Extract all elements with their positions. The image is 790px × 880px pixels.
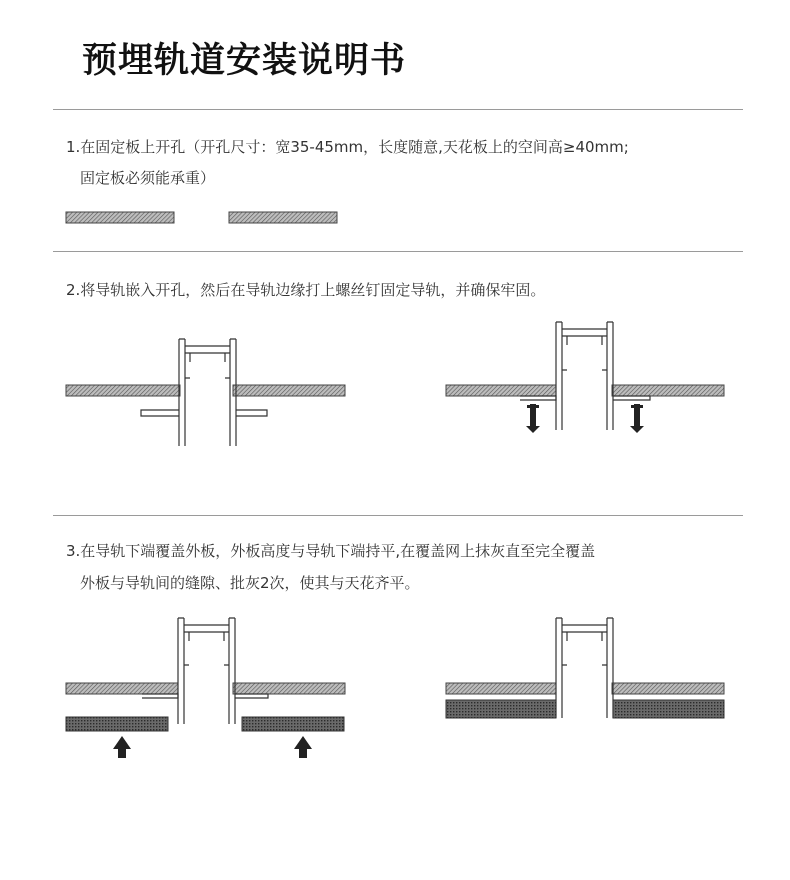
step-3-text-line1: 3.在导轨下端覆盖外板，外板高度与导轨下端持平,在覆盖网上抹灰直至完全覆盖 (66, 542, 596, 560)
fixed-board (446, 683, 556, 694)
step-3-right-figure (446, 618, 724, 718)
track-profile (556, 618, 613, 718)
page-title: 预埋轨道安装说明书 (82, 41, 407, 81)
outer-panel (66, 717, 168, 731)
up-arrow-icon (113, 736, 131, 758)
outer-panel-covered (446, 700, 556, 718)
step-3-left-figure (66, 618, 345, 758)
up-arrow-icon (294, 736, 312, 758)
step-2-text: 2.将导轨嵌入开孔，然后在导轨边缘打上螺丝钉固定导轨，并确保牢固。 (66, 281, 546, 299)
fixed-board (612, 683, 724, 694)
fixed-board (233, 683, 345, 694)
step-3-text-line2: 外板与导轨间的缝隙、批灰2次，使其与天花齐平。 (80, 574, 420, 592)
outer-panel (242, 717, 344, 731)
step-1-text-line1: 1.在固定板上开孔（开孔尺寸：宽35-45mm，长度随意,天花板上的空间高≥40mm; (66, 138, 629, 156)
step-1-text-line2: 固定板必须能承重） (80, 169, 216, 187)
outer-panel-covered (613, 700, 724, 718)
fixed-board (66, 683, 178, 694)
track-profile (142, 618, 268, 724)
